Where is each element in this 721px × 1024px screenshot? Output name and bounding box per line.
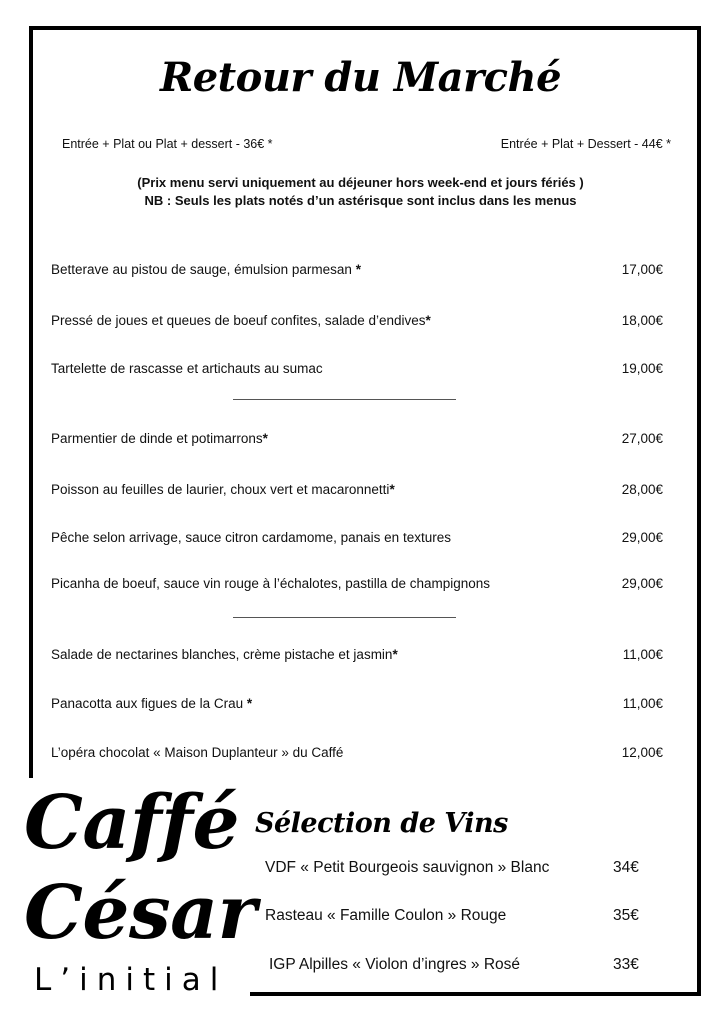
- dish-price: 18,00€: [621, 313, 663, 328]
- wine-item: [265, 907, 645, 929]
- dish-name: Panacotta aux figues de la Crau *: [51, 696, 253, 711]
- dish-name: Poisson au feuilles de laurier, choux vert et macaronnetti*: [51, 482, 395, 497]
- wine-item: [269, 956, 649, 978]
- asterisk: *: [355, 262, 361, 277]
- wine-name: IGP Alpilles « Violon d’ingres » Rosé: [269, 956, 521, 973]
- menu-item: [51, 482, 663, 502]
- dish-name: Betterave au pistou de sauge, émulsion parmesan *: [51, 262, 361, 277]
- dish-price: 11,00€: [622, 696, 663, 711]
- wine-price: 35€: [613, 907, 639, 924]
- dish-name: Salade de nectarines blanches, crème pistache et jasmin*: [51, 647, 398, 662]
- dish-price: 29,00€: [621, 530, 663, 545]
- menu-item: [51, 647, 663, 667]
- formula-right: Entrée + Plat + Dessert - 44€ *: [500, 137, 671, 151]
- asterisk: *: [389, 482, 395, 497]
- wine-name: Rasteau « Famille Coulon » Rouge: [265, 907, 507, 924]
- menu-item: [51, 313, 663, 333]
- menu-item: [51, 576, 663, 596]
- dish-price: 29,00€: [621, 576, 663, 591]
- wine-price: 34€: [613, 859, 639, 876]
- section-divider: [233, 617, 456, 618]
- dish-price: 19,00€: [621, 361, 663, 376]
- brand-logo-caffe: Caffé: [24, 780, 240, 866]
- wine-item: [265, 859, 645, 881]
- dish-name: Parmentier de dinde et potimarrons*: [51, 431, 268, 446]
- note-asterisk: NB : Seuls les plats notés d’un astérisque sont inclus dans les menus: [144, 193, 577, 208]
- asterisk: *: [246, 696, 253, 711]
- frame-bottom: [250, 992, 701, 996]
- menu-title: Retour du Marché: [159, 54, 562, 101]
- frame-left: [29, 26, 33, 778]
- asterisk: *: [262, 431, 268, 446]
- frame-top: [29, 26, 701, 30]
- dish-price: 28,00€: [621, 482, 663, 497]
- menu-item: [51, 262, 663, 282]
- dish-price: 17,00€: [621, 262, 663, 277]
- section-divider: [233, 399, 456, 400]
- menu-item: [51, 361, 663, 381]
- menu-item: [51, 745, 663, 765]
- brand-logo-cesar: César: [24, 870, 257, 956]
- dish-name: Pêche selon arrivage, sauce citron cardamome, panais en textures: [51, 530, 451, 545]
- menu-item: [51, 431, 663, 451]
- dish-price: 12,00€: [621, 745, 663, 760]
- asterisk: *: [392, 647, 398, 662]
- menu-item: [51, 530, 663, 550]
- dish-name: Tartelette de rascasse et artichauts au sumac: [51, 361, 323, 376]
- dish-name: L’opéra chocolat « Maison Duplanteur » du Caffé: [51, 745, 344, 760]
- dish-name: Picanha de boeuf, sauce vin rouge à l’échalotes, pastilla de champignons: [51, 576, 491, 591]
- formula-left: Entrée + Plat ou Plat + dessert - 36€ *: [62, 137, 273, 151]
- brand-logo-initial: L’initial: [34, 962, 228, 998]
- dish-price: 11,00€: [622, 647, 663, 662]
- dish-name: Pressé de joues et queues de boeuf confites, salade d’endives*: [51, 313, 431, 328]
- menu-item: [51, 696, 663, 716]
- frame-right: [697, 26, 701, 996]
- dish-price: 27,00€: [621, 431, 663, 446]
- wine-price: 33€: [613, 956, 639, 973]
- wine-name: VDF « Petit Bourgeois sauvignon » Blanc: [265, 859, 550, 876]
- note-lunch-only: (Prix menu servi uniquement au déjeuner hors week-end et jours fériés ): [137, 175, 584, 190]
- asterisk: *: [425, 313, 431, 328]
- wine-section-title: Sélection de Vins: [255, 808, 508, 839]
